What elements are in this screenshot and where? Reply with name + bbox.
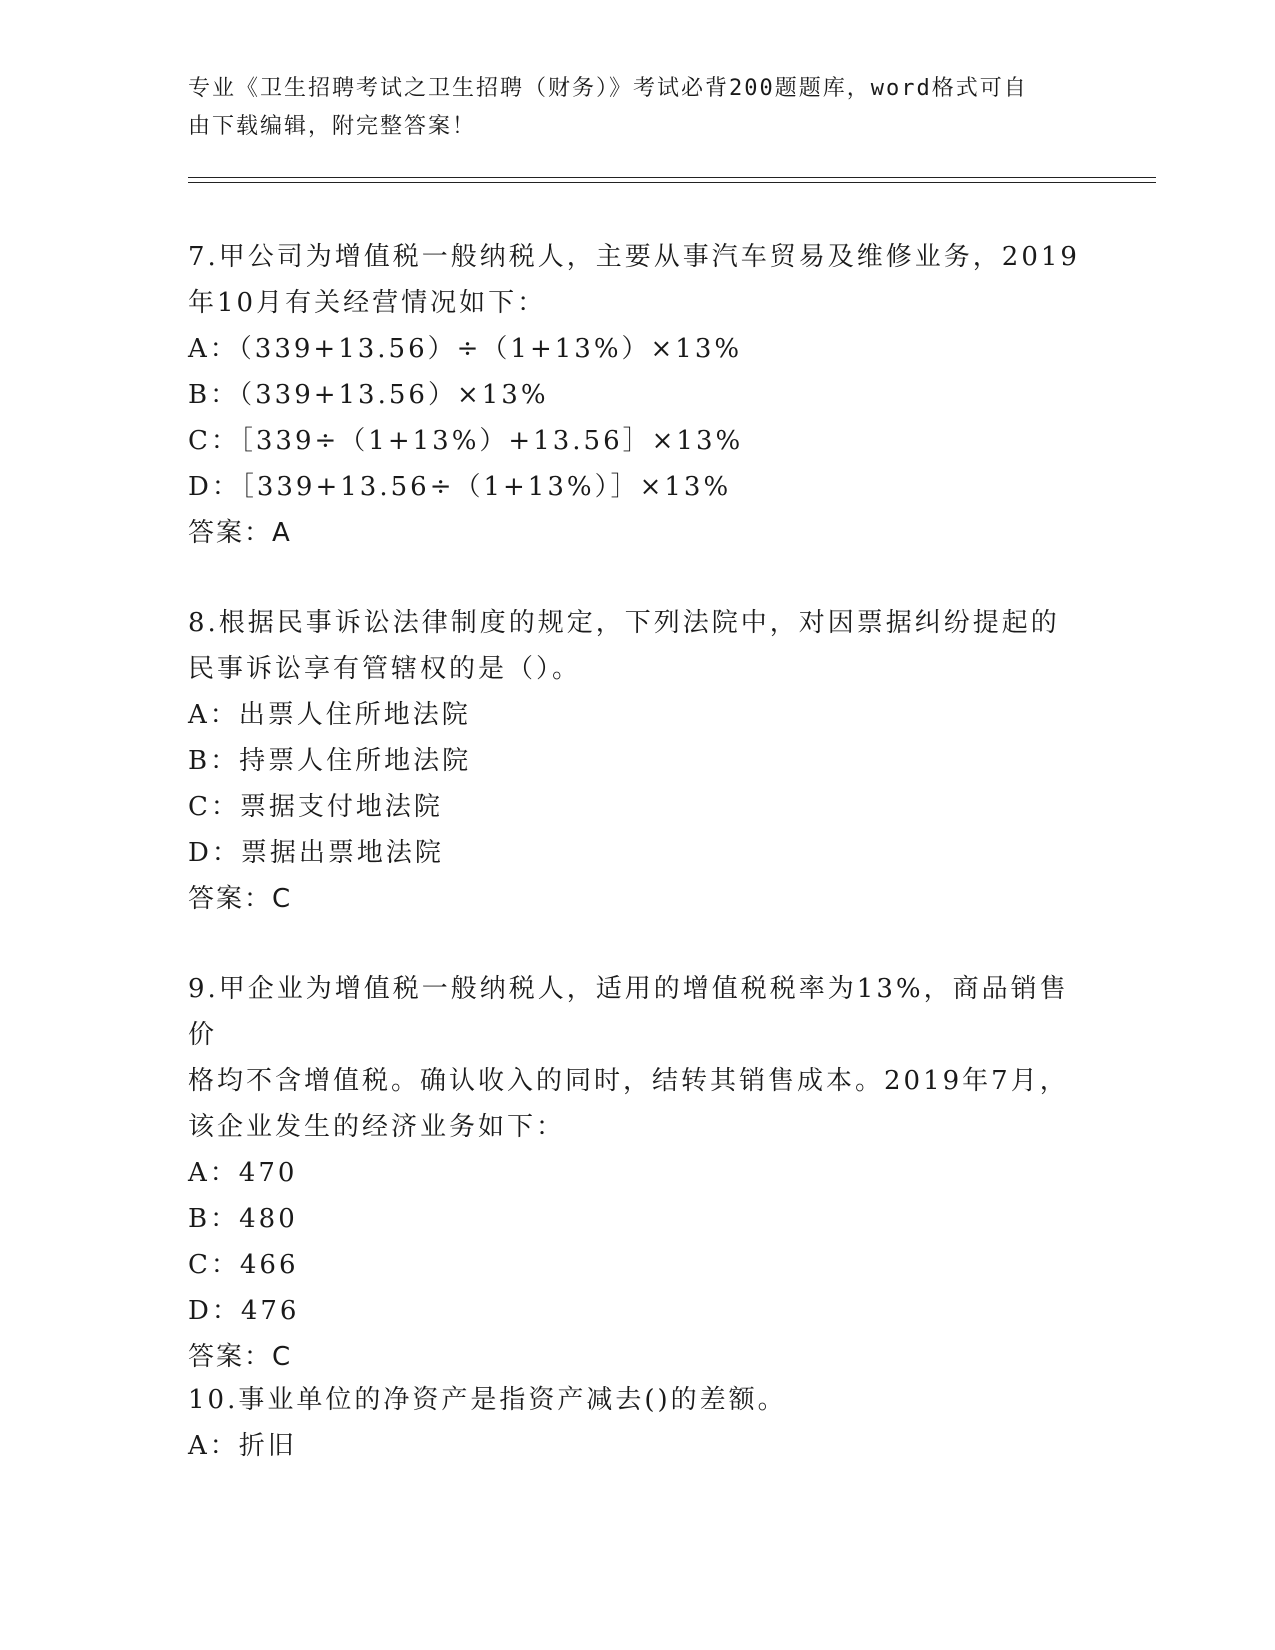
- question-stem-line: 该企业发生的经济业务如下：: [188, 1112, 566, 1142]
- header-line-2: 由下载编辑，附完整答案！: [188, 114, 477, 139]
- header-divider-top: [188, 177, 1156, 178]
- option-b: B：（339+13.56）×13%: [188, 380, 549, 410]
- question-block: [188, 600, 1088, 922]
- question-stem-line: 9.甲企业为增值税一般纳税人，适用的增值税税率为13%，商品销售价: [188, 974, 1069, 1050]
- question-stem-line: 10.事业单位的净资产是指资产减去()的差额。: [188, 1385, 787, 1415]
- question-stem-line: 民事诉讼享有管辖权的是（）。: [188, 654, 582, 684]
- header-line-1: 专业《卫生招聘考试之卫生招聘（财务）》考试必背200题题库，word格式可自: [188, 76, 1028, 101]
- question-stem-line: 格均不含增值税。确认收入的同时，结转其销售成本。2019年7月，: [188, 1066, 1069, 1096]
- answer-line: 答案：C: [188, 884, 293, 914]
- option-c: C：［339÷（1+13%）+13.56］×13%: [188, 426, 744, 456]
- question-stem-line: 8.根据民事诉讼法律制度的规定，下列法院中，对因票据纠纷提起的: [188, 608, 1060, 638]
- option-a: A：出票人住所地法院: [188, 700, 471, 730]
- question-stem-line: 7.甲公司为增值税一般纳税人，主要从事汽车贸易及维修业务，2019: [188, 242, 1080, 272]
- header-divider-bottom: [188, 182, 1156, 183]
- option-d: D：票据出票地法院: [188, 838, 444, 868]
- option-a: A：470: [188, 1158, 298, 1188]
- option-d: D：［339+13.56÷（1+13%）］×13%: [188, 472, 732, 502]
- option-c: C：466: [188, 1250, 299, 1280]
- option-a: A：折旧: [188, 1431, 297, 1461]
- question-block: [188, 234, 1088, 556]
- option-b: B：持票人住所地法院: [188, 746, 472, 776]
- question-stem-line: 年10月有关经营情况如下：: [188, 288, 547, 318]
- answer-line: 答案：A: [188, 518, 292, 548]
- answer-line: 答案：C: [188, 1342, 293, 1372]
- option-d: D：476: [188, 1296, 300, 1326]
- document-header: [188, 70, 1068, 146]
- question-block: [188, 966, 1088, 1380]
- option-b: B：480: [188, 1204, 298, 1234]
- question-block: [188, 1377, 1088, 1469]
- option-a: A：（339+13.56）÷（1+13%）×13%: [188, 334, 743, 364]
- option-c: C：票据支付地法院: [188, 792, 443, 822]
